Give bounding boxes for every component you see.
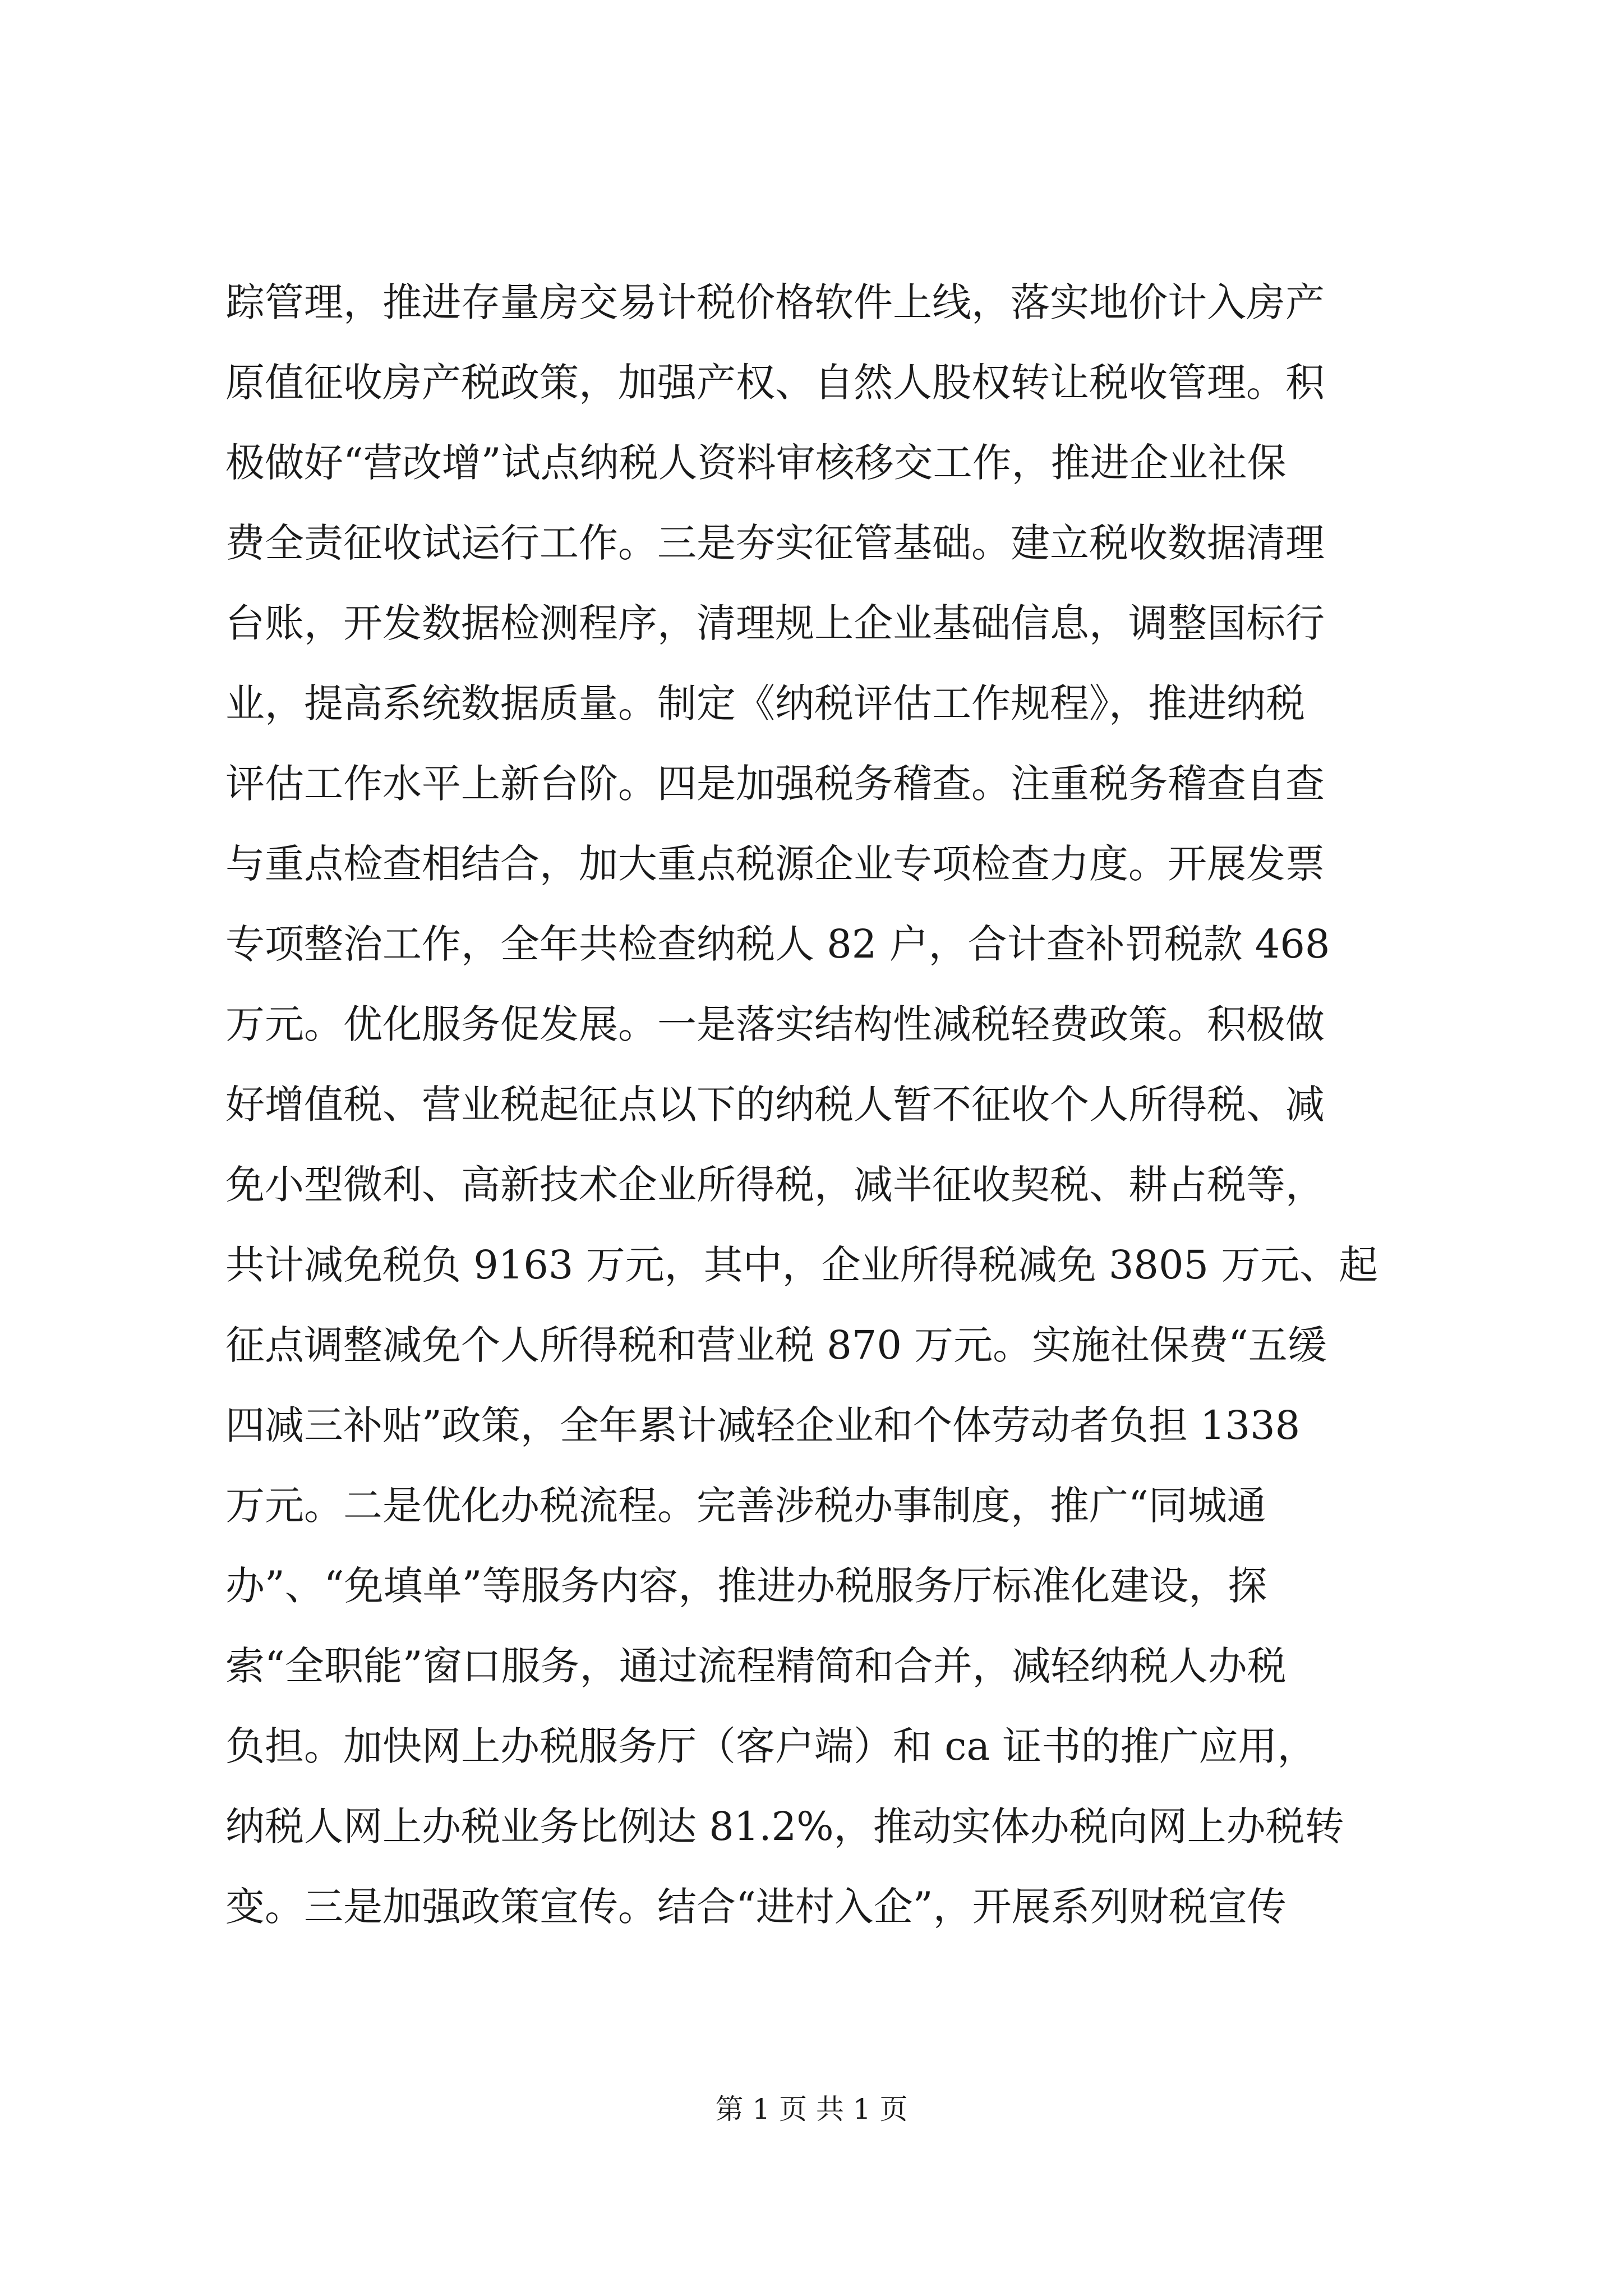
text-line: 费全责征收试运行工作。三是夯实征管基础。建立税收数据清理: [225, 520, 1325, 566]
text-line: 极做好“营改增”试点纳税人资料审核移交工作，推进企业社保: [225, 440, 1287, 486]
text-line: 索“全职能”窗口服务，通过流程精简和合并，减轻纳税人办税: [225, 1643, 1287, 1689]
document-body: [225, 263, 1426, 1947]
text-line: 评估工作水平上新台阶。四是加强税务稽查。注重税务稽查自查: [225, 761, 1325, 807]
text-line: 万元。二是优化办税流程。完善涉税办事制度，推广“同城通: [225, 1483, 1266, 1529]
text-line: 征点调整减免个人所得税和营业税 870 万元。实施社保费“五缓: [225, 1322, 1327, 1368]
text-line: 办”、“免填单”等服务内容，推进办税服务厅标准化建设，探: [225, 1563, 1267, 1609]
text-line: 好增值税、营业税起征点以下的纳税人暂不征收个人所得税、减: [225, 1082, 1325, 1128]
text-line: 踪管理，推进存量房交易计税价格软件上线，落实地价计入房产: [225, 279, 1325, 325]
text-line: 与重点检查相结合，加大重点税源企业专项检查力度。开展发票: [225, 841, 1325, 887]
text-line: 共计减免税负 9163 万元，其中，企业所得税减免 3805 万元、起: [225, 1242, 1378, 1288]
text-line: 负担。加快网上办税服务厅（客户端）和 ca 证书的推广应用，: [225, 1723, 1317, 1769]
text-line: 四减三补贴”政策，全年累计减轻企业和个体劳动者负担 1338: [225, 1402, 1301, 1448]
text-line: 变。三是加强政策宣传。结合“进村入企”，开展系列财税宣传: [225, 1884, 1287, 1930]
page-footer: 第 1 页 共 1 页: [715, 2093, 908, 2125]
text-line: 免小型微利、高新技术企业所得税，减半征收契税、耕占税等，: [225, 1162, 1325, 1208]
text-line: 台账，开发数据检测程序，清理规上企业基础信息，调整国标行: [225, 600, 1325, 646]
text-line: 万元。优化服务促发展。一是落实结构性减税轻费政策。积极做: [225, 1001, 1325, 1047]
text-line: 业，提高系统数据质量。制定《纳税评估工作规程》，推进纳税: [225, 680, 1305, 726]
text-line: 原值征收房产税政策，加强产权、自然人股权转让税收管理。积: [225, 360, 1325, 406]
text-line: 纳税人网上办税业务比例达 81.2%，推动实体办税向网上办税转: [225, 1803, 1344, 1849]
text-line: 专项整治工作，全年共检查纳税人 82 户，合计查补罚税款 468: [225, 921, 1330, 967]
